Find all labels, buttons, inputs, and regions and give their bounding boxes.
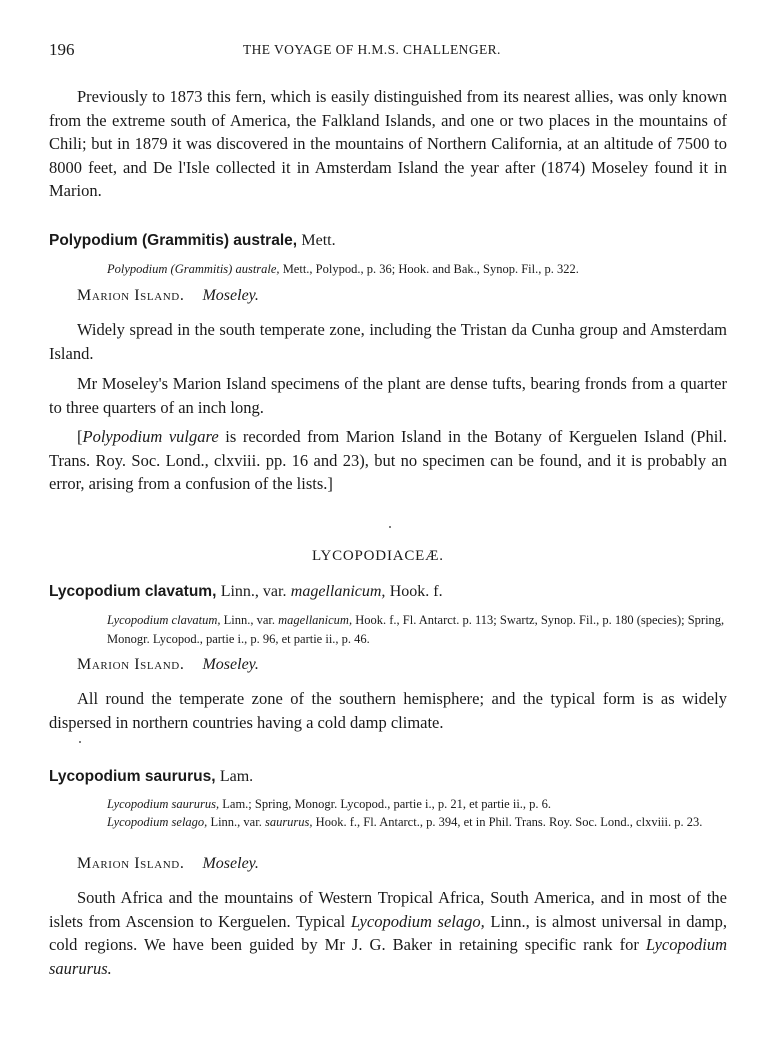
print-speck [79,741,81,743]
family-heading: LYCOPODIACEÆ. [312,548,444,564]
species-name-italic: Lycopodium selago, [350,911,485,931]
collector: Moseley. [202,855,259,872]
collector: Moseley. [202,656,259,673]
ref-text: Linn., var. [210,815,262,829]
locality-line [77,855,259,873]
species-author: Mett. [301,232,336,249]
paragraph-text: Linn., is almost universal in damp, cold regions. We have been guided by Mr J. G. Baker in retaining specific rank for [49,911,727,954]
variety-name: magellanicum, [290,583,386,600]
reference-block [107,611,727,649]
paragraph-text: South Africa and the mountains of Western Tropical Africa, South America, and in most of the islets from Ascension to Kerguelen. Typical [49,888,727,931]
page-number: 196 [49,40,75,59]
ref-text: Hook. f., Fl. Antarct., p. 394, et in Phil. Trans. Roy. Soc. Lond., clxviii. p. 23. [315,815,703,829]
locality: Marion Island. [77,855,185,872]
collector: Moseley. [202,287,259,304]
paragraph-text: Mr Moseley's Marion Island specimens of the plant are dense tufts, bearing fronds from a quarter to three quarters of an inch long. [49,374,727,417]
species-name: Polypodium (Grammitis) australe, [49,232,298,249]
locality: Marion Island. [77,287,185,304]
species-name-italic: Lycopodium saururus. [49,935,728,978]
print-speck [389,526,391,528]
paragraph-text: All round the temperate zone of the southern hemisphere; and the typical form is as widely dispersed in northern countries having a cold damp climate. [49,689,727,732]
running-title: THE VOYAGE OF H.M.S. CHALLENGER. [243,42,501,57]
ref-name: Lycopodium clavatum, [107,613,221,627]
species1-paragraph-2 [49,372,727,419]
reference-line-2 [107,813,727,832]
species-name-italic: Polypodium vulgare [82,427,219,446]
locality: Marion Island. [77,656,185,673]
species2-paragraph [49,687,727,734]
species-heading-lycopodium-clavatum [49,583,443,601]
paragraph-text: Widely spread in the south temperate zone, including the Tristan da Cunha group and Amsterdam Island. [49,320,727,363]
species-author: Lam. [219,768,254,785]
species3-paragraph [49,886,727,980]
ref-variety: magellanicum, [278,613,353,627]
intro-paragraph [49,85,727,203]
species1-paragraph-3 [49,425,727,496]
ref-text: Hook. f., Fl. Antarct. p. 113; Swartz, Synop. Fil., p. 180 (species); Spring, Monogr. Lycopod., partie i., p. 96, et partie ii., p. 46. [107,613,725,646]
ref-variety: saururus, [264,815,313,829]
paragraph-text: is recorded from Marion Island in the Botany of Kerguelen Island (Phil. Trans. Roy. Soc. Lond., clxviii. pp. 16 and 23), but no specimen can be found, and it is probably an error, arising from a confusion of the lists.] [49,427,727,493]
ref-name: Lycopodium selago, [107,815,208,829]
variety-author: Hook. f. [389,583,443,600]
ref-text: Mett., Polypod., p. 36; Hook. and Bak., Synop. Fil., p. 322. [282,262,579,276]
species1-paragraph-1 [49,318,727,365]
locality-line [77,287,259,305]
ref-text: Lam.; Spring, Monogr. Lycopod., partie i., p. 21, et partie ii., p. 6. [222,797,552,811]
species-heading-lycopodium-saururus [49,768,253,786]
ref-name: Lycopodium saururus, [107,797,220,811]
species-name: Lycopodium saururus, [49,768,216,785]
reference-line [107,260,579,279]
ref-name: Polypodium (Grammitis) australe, [107,262,280,276]
intro-text: Previously to 1873 this fern, which is easily distinguished from its nearest allies, was only known from the extreme south of America, the Falkland Islands, and one or two places in the mountains of Chili; but in 1879 it was discovered in the mountains of Northern California, at an altitude of 7500 to 8000 feet, and De l'Isle collected it in Amsterdam Island the year after (1874) Moseley found it in Marion. [49,87,727,200]
ref-text: Linn., var. [223,613,276,627]
species-name: Lycopodium clavatum, [49,583,217,600]
species-heading-polypodium [49,232,336,250]
locality-line [77,656,259,674]
reference-line-1 [107,795,551,814]
species-author: Linn., var. [220,583,287,600]
bracket: [ [77,427,83,446]
